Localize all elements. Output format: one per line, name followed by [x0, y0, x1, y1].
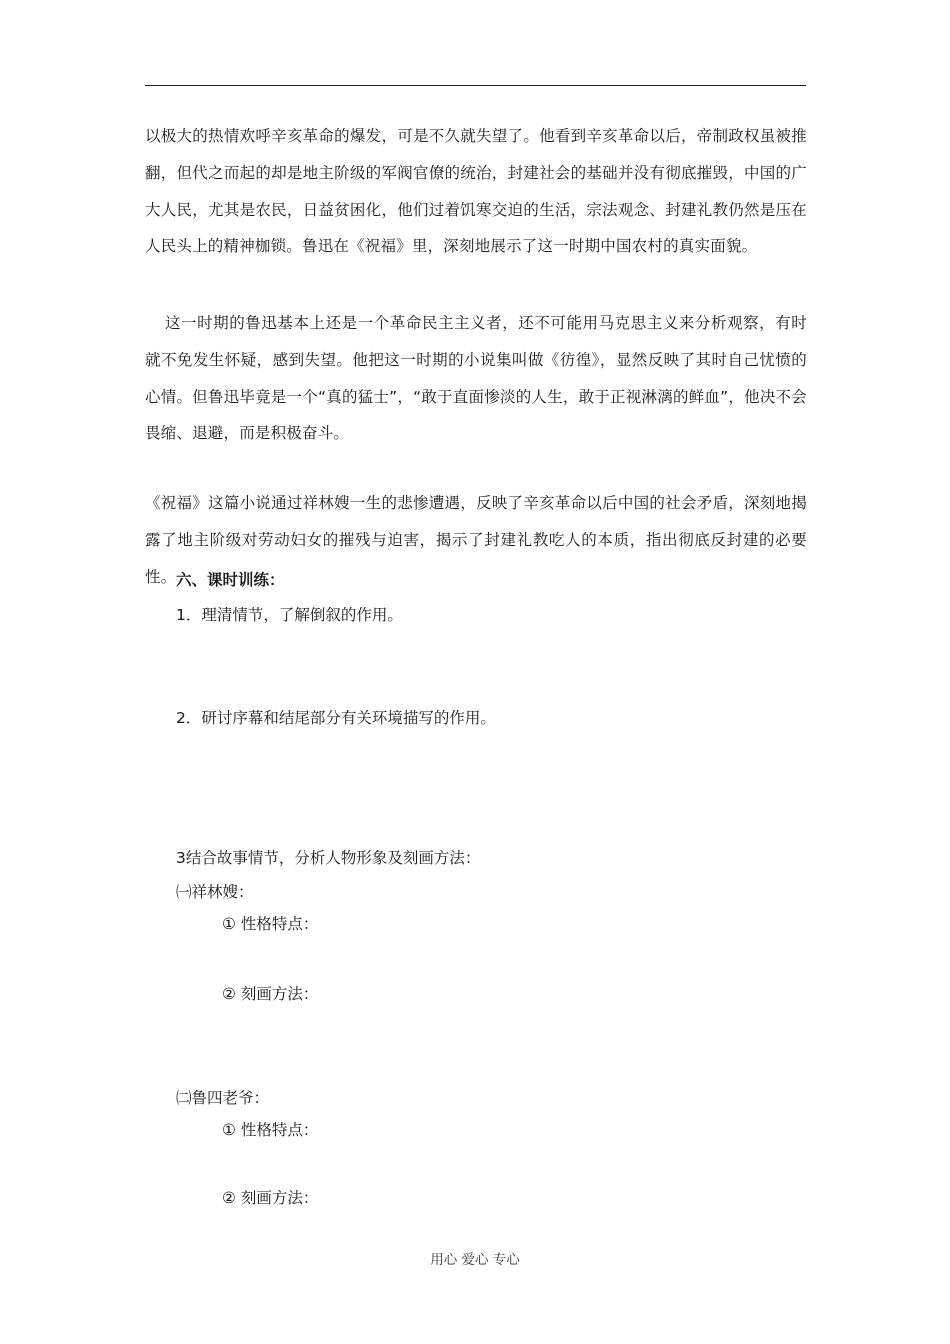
- exercise-question-2: 2．研讨序幕和结尾部分有关环境描写的作用。: [176, 709, 496, 727]
- character-1-heading: ㈠祥林嫂：: [176, 883, 254, 901]
- character-2-trait-prompt: ① 性格特点：: [222, 1121, 319, 1139]
- body-paragraph-3: 《祝福》这篇小说通过祥林嫂一生的悲惨遭遇，反映了辛亥革命以后中国的社会矛盾，深刻地揭露了地主阶级对劳动妇女的摧残与迫害，揭示了封建礼教吃人的本质，指出彻底反封建的必要性。: [145, 494, 807, 586]
- body-paragraph-2: 这一时期的鲁迅基本上还是一个革命民主主义者，还不可能用马克思主义来分析观察，有时就不免发生怀疑，感到失望。他把这一时期的小说集叫做《彷徨》，显然反映了其时自己忧愤的心情。但鲁迅毕竟是一个“真的猛士”，“敢于直面惨淡的人生，敢于正视淋漓的鲜血”，他决不会畏缩、退避，而是积极奋斗。: [145, 314, 807, 443]
- body-paragraph-1: 以极大的热情欢呼辛亥革命的爆发，可是不久就失望了。他看到辛亥革命以后，帝制政权虽被推翻，但代之而起的却是地主阶级的军阀官僚的统治，封建社会的基础并没有彻底摧毁，中国的广大人民，尤其是农民，日益贫困化，他们过着饥寒交迫的生活，宗法观念、封建礼教仍然是压在人民头上的精神枷锁。鲁迅在《祝福》里，深刻地展示了这一时期中国农村的真实面貌。: [145, 127, 807, 256]
- page-footer: 用心 爱心 专心: [430, 1252, 520, 1268]
- exercise-question-1: 1．理清情节，了解倒叙的作用。: [176, 606, 403, 624]
- exercise-section-title: 六、课时训练：: [176, 571, 285, 589]
- character-1-method-prompt: ② 刻画方法：: [222, 985, 319, 1003]
- header-rule: [145, 85, 806, 86]
- character-2-heading: ㈡鲁四老爷：: [176, 1089, 270, 1107]
- exercise-question-3: 3结合故事情节，分析人物形象及刻画方法：: [176, 849, 481, 867]
- character-1-trait-prompt: ① 性格特点：: [222, 915, 319, 933]
- character-2-method-prompt: ② 刻画方法：: [222, 1189, 319, 1207]
